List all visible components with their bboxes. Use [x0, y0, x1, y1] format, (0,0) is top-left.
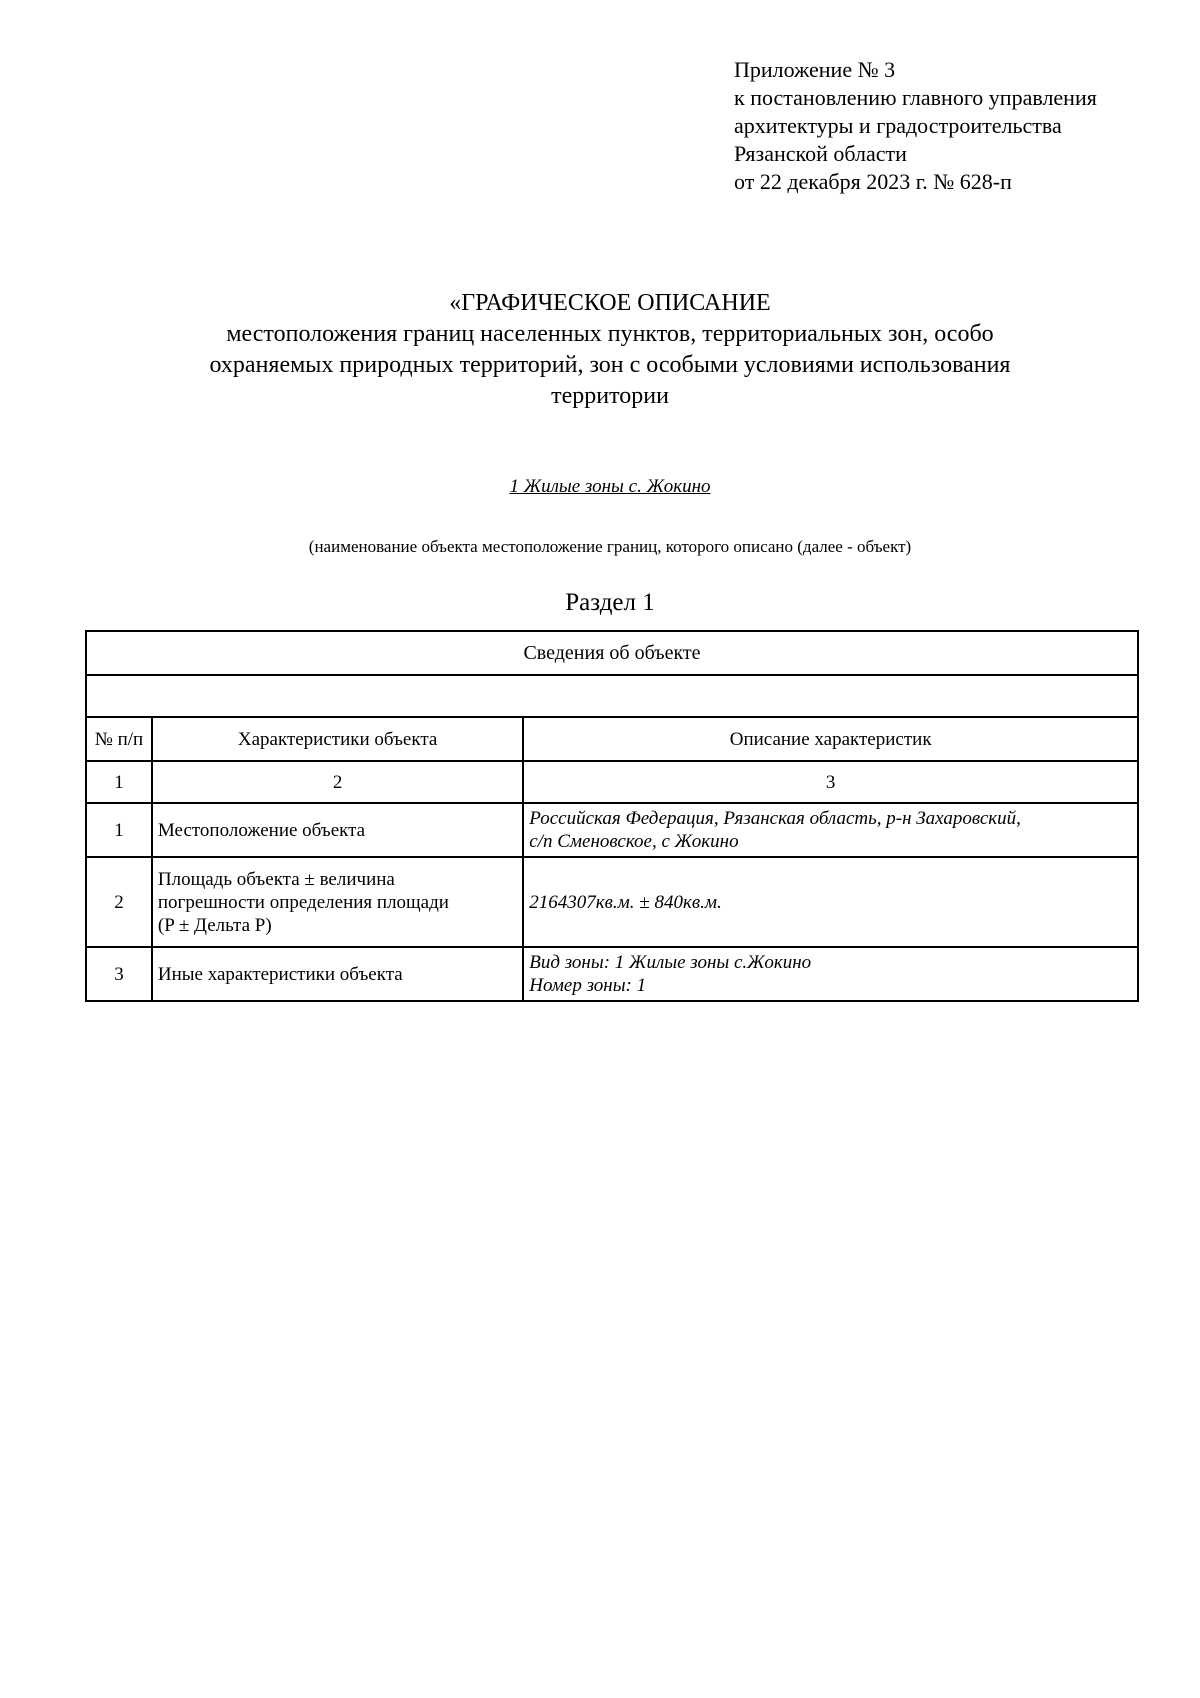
row-description — [523, 803, 1138, 857]
row-characteristic — [152, 947, 523, 1001]
column-header-description: Описание характеристик — [523, 717, 1138, 761]
row-characteristic — [152, 857, 523, 947]
title-line: территории — [551, 383, 669, 409]
appendix-header — [734, 56, 1097, 196]
row-description — [523, 947, 1138, 1001]
column-number: 3 — [523, 761, 1138, 803]
document-title — [0, 288, 1200, 412]
row-number: 3 — [86, 947, 152, 1001]
description-line: Российская Федерация, Рязанская область, р-н Захаровский, — [529, 808, 1021, 829]
description-line: с/п Сменовское, с Жокино — [529, 831, 739, 852]
column-number-row — [86, 761, 1138, 803]
description-line: 2164307кв.м. ± 840кв.м. — [529, 891, 722, 913]
title-line: «ГРАФИЧЕСКОЕ ОПИСАНИЕ — [449, 290, 771, 316]
title-line: охраняемых природных территорий, зон с особыми условиями использования — [209, 352, 1011, 378]
characteristic-line: погрешности определения площади — [157, 891, 449, 913]
appendix-line: Приложение № 3 — [734, 57, 896, 82]
characteristic-line: Иные характеристики объекта — [157, 963, 403, 985]
table-row — [86, 857, 1138, 947]
object-caption: (наименование объекта местоположение границ, которого описано (далее - объект) — [308, 537, 912, 556]
appendix-line: от 22 декабря 2023 г. № 628-п — [734, 169, 1012, 194]
appendix-line: Рязанской области — [734, 141, 907, 166]
appendix-line: архитектуры и градостроительства — [734, 113, 1062, 138]
object-name: 1 Жилые зоны с. Жокино — [509, 476, 711, 497]
table-empty-row — [86, 675, 1138, 717]
appendix-line: к постановлению главного управления — [734, 85, 1097, 110]
characteristic-line: Местоположение объекта — [157, 819, 366, 841]
table-row — [86, 947, 1138, 1001]
column-number: 2 — [152, 761, 523, 803]
row-description — [523, 857, 1138, 947]
row-characteristic — [152, 803, 523, 857]
column-header-number: № п/п — [86, 717, 152, 761]
row-number: 2 — [86, 857, 152, 947]
column-number: 1 — [86, 761, 152, 803]
table-heading: Сведения об объекте — [86, 631, 1138, 675]
table-header-row — [86, 717, 1138, 761]
object-info-table — [85, 630, 1139, 1002]
description-line: Номер зоны: 1 — [529, 975, 647, 996]
table-row — [86, 803, 1138, 857]
characteristic-line: (P ± Дельта P) — [157, 914, 272, 936]
description-line: Вид зоны: 1 Жилые зоны с.Жокино — [529, 952, 812, 973]
empty-cell — [86, 675, 1138, 717]
characteristic-line: Площадь объекта ± величина — [157, 868, 395, 890]
table-heading-row — [86, 631, 1138, 675]
title-line: местоположения границ населенных пунктов, территориальных зон, особо — [226, 321, 994, 347]
row-number: 1 — [86, 803, 152, 857]
column-header-characteristic: Характеристики объекта — [152, 717, 523, 761]
section-title: Раздел 1 — [565, 589, 655, 616]
